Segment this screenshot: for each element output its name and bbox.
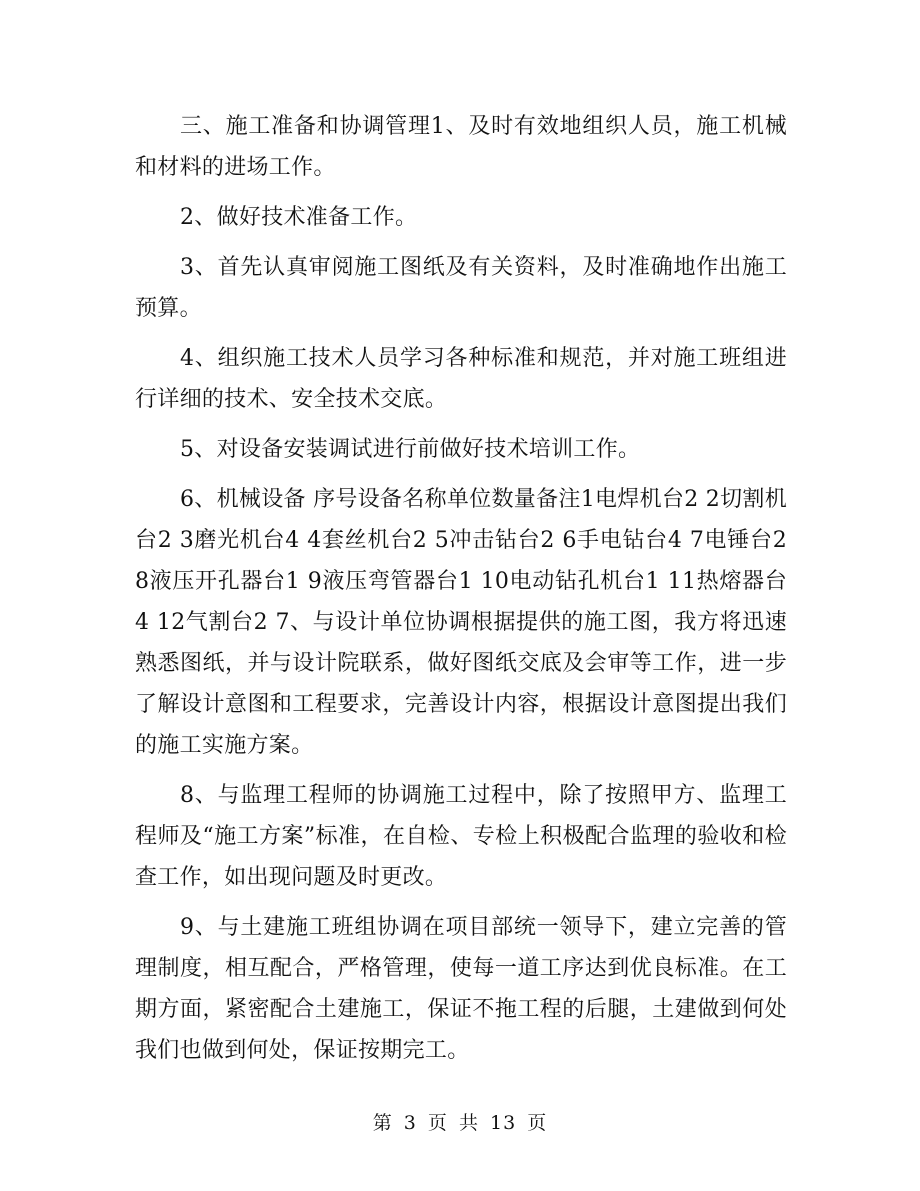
paragraph-review-drawings: 3、首先认真审阅施工图纸及有关资料，及时准确地作出施工预算。: [135, 255, 787, 321]
paragraph-civil-coordination: 9、与土建施工班组协调在项目部统一领导下，建立完善的管理制度，相互配合，严格管理，使每一道工序达到优良标准。在工期方面，紧密配合土建施工，保证不拖工程的后腿，土建做到何处我们也做到何处，保证按期完工。: [135, 915, 787, 1063]
paragraph-machinery-list: 6、机械设备 序号设备名称单位数量备注1电焊机台2 2切割机台2 3磨光机台4 4套丝机台2 5冲击钻台2 6手电钻台4 7电锤台2 8液压开孔器台1 9液压弯管器台1 10电动钻孔机台1 11热熔器台4 12气割台2 7、与设计单位协调根据提供的施工图，我方将迅速熟悉图纸，并与设计院联系，做好图纸交底及会审等工作，进一步了解设计意图和工程要求，完善设计内容，根据设计意图提出我们的施工实施方案。: [135, 487, 787, 758]
paragraph-technical-prep: 2、做好技术准备工作。: [180, 205, 418, 230]
paragraph-supervisor-coordination: 8、与监理工程师的协调施工过程中，除了按照甲方、监理工程师及“施工方案”标准，在自检、专检上积极配合监理的验收和检查工作，如出现问题及时更改。: [135, 783, 787, 890]
page-footer: 第 3 页 共 13 页: [372, 1112, 548, 1134]
paragraph-equipment-training: 5、对设备安装调试进行前做好技术培训工作。: [180, 437, 641, 462]
paragraph-staff-training: 4、组织施工技术人员学习各种标准和规范，并对施工班组进行详细的技术、安全技术交底。: [135, 346, 787, 412]
document-body: [135, 106, 787, 1080]
paragraph-construction-prep: 三、施工准备和协调管理1、及时有效地组织人员，施工机械和材料的进场工作。: [135, 114, 787, 180]
